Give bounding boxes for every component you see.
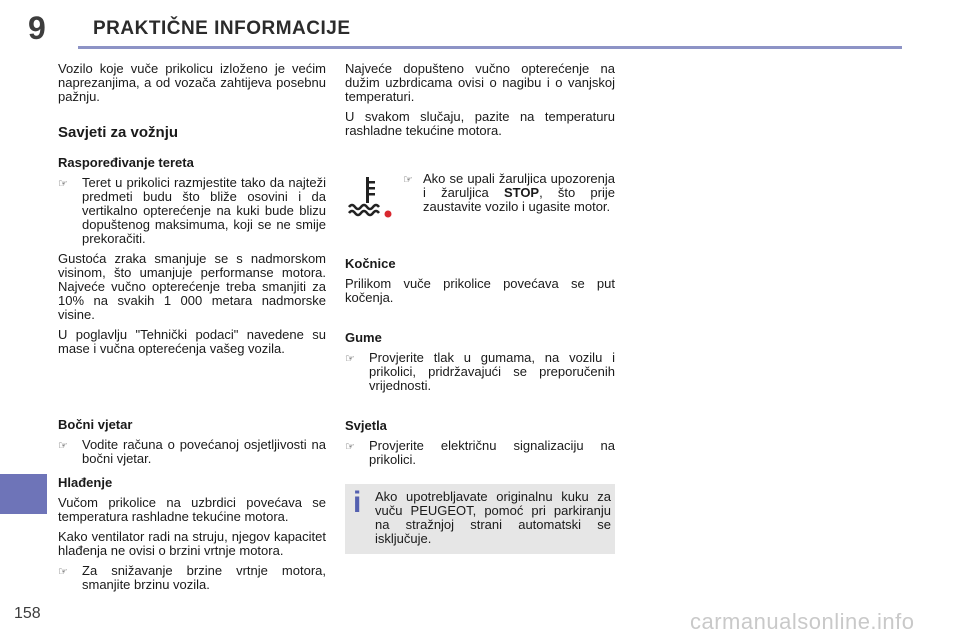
load-bullet-text: Teret u prikolici razmjestite tako da najteži predmeti budu što bliže osovini i da vertikalno opterećenje na kuki bude blizu dopuštenog maksimuma, koji se ne smije prekoračiti. [82,175,326,246]
tyres-heading: Gume [345,330,382,345]
right-column-top [345,62,615,144]
lights-bullet [345,439,615,467]
tyres-bullet-text: Provjerite tlak u gumama, na vozilu i prikolici, pridržavajući se preporučenih vrijednosti. [369,350,615,393]
cooling-paragraph-1: Vučom prikolice na uzbrdici povećava se temperatura rashladne tekućine motora. [58,495,326,524]
hand-pointer-icon: ☞ [58,440,68,452]
technical-data-paragraph: U poglavlju "Tehnički podaci" navedene su mase i vučna opterećenja vašeg vozila. [58,327,326,356]
info-text: Ako upotrebljavate originalnu kuku za vuču PEUGEOT, pomoć pri parkiranju na stražnjoj strani automatski se isključuje. [375,489,611,546]
chapter-title: PRAKTIČNE INFORMACIJE [93,18,351,39]
hand-pointer-icon: ☞ [345,441,355,453]
hand-pointer-icon: ☞ [58,566,68,578]
load-bullet [58,176,326,246]
cooling-paragraph-2: Kako ventilator radi na struju, njegov kapacitet hlađenja ne ovisi o brzini vrtnje motora. [58,529,326,558]
cooling-heading: Hlađenje [58,475,113,490]
page-number: 158 [14,605,41,622]
cooling-bullet-text: Za snižavanje brzine vrtnje motora, smanjite brzinu vozila. [82,563,326,592]
load-heading: Raspoređivanje tereta [58,155,194,170]
cooling-bullet [58,564,326,592]
intro-paragraph: Vozilo koje vuče prikolicu izloženo je većim naprezanjima, a od vozača zahtijeva posebnu pažnju. [58,61,326,104]
hand-pointer-icon: ☞ [58,178,68,190]
coolant-paragraph: U svakom slučaju, pazite na temperaturu rashladne tekućine motora. [345,109,615,138]
watermark: carmanualsonline.info [690,609,915,634]
crosswind-bullet [58,438,326,466]
warning-text-a: Ako se upali žaruljica upozorenja i žaruljica [423,171,615,200]
info-icon: i [353,486,362,519]
gradient-paragraph: Najveće dopušteno vučno opterećenje na dužim uzbrdicama ovisi o nagibu i o vanjskoj temperaturi. [345,61,615,104]
chapter-tab [0,474,47,514]
driving-tips-heading: Savjeti za vožnju [58,124,179,141]
altitude-paragraph: Gustoća zraka smanjuje se s nadmorskom visinom, što umanjuje performanse motora. Najveće vučno opterećenje treba smanjiti za 10% na svakih 1 000 metara nadmorske visine. [58,251,326,322]
stop-label: STOP [503,185,540,200]
warning-text [423,172,615,214]
hand-pointer-icon: ☞ [403,174,413,186]
warning-block [345,168,617,228]
crosswind-heading: Bočni vjetar [58,417,133,432]
coolant-temperature-icon [345,173,393,221]
lights-heading: Svjetla [345,418,387,433]
hand-pointer-icon: ☞ [345,353,355,365]
brakes-heading: Kočnice [345,256,396,271]
brakes-paragraph: Prilikom vuče prikolice povećava se put kočenja. [345,276,615,305]
warning-text-b: , što prije zaustavite vozilo i ugasite motor. [423,185,615,214]
tyres-bullet [345,351,615,393]
right-column-bottom [345,257,615,473]
left-column [58,62,326,598]
crosswind-bullet-text: Vodite računa o povećanoj osjetljivosti na bočni vjetar. [82,437,326,466]
info-box [345,484,615,554]
lights-bullet-text: Provjerite električnu signalizaciju na prikolici. [369,438,615,467]
header-rule [78,46,902,49]
chapter-number: 9 [28,10,46,46]
